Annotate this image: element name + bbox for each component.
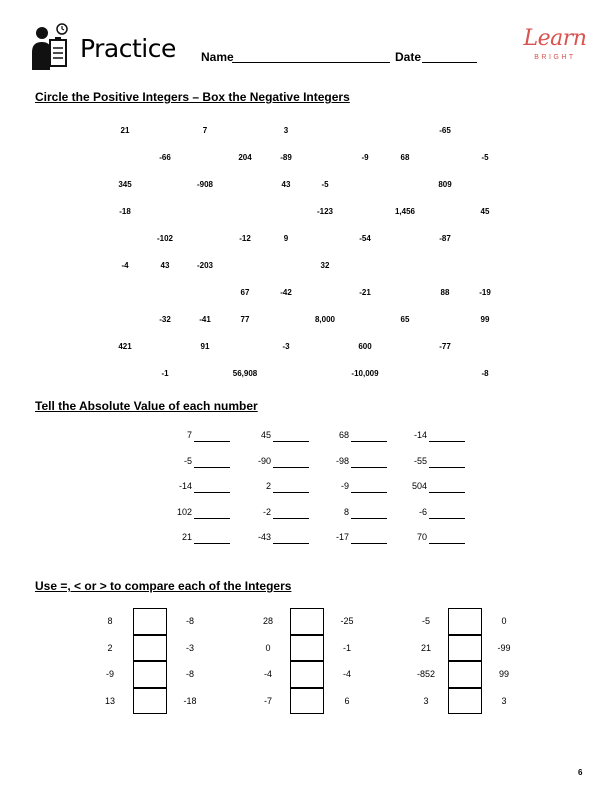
- integer-item[interactable]: 21: [120, 126, 130, 135]
- integer-item[interactable]: -123: [316, 207, 333, 216]
- compare-left-value: 8: [107, 616, 113, 626]
- compare-answer-box[interactable]: [448, 608, 482, 635]
- integer-item[interactable]: -102: [156, 234, 173, 243]
- logo-text: Learn: [523, 26, 587, 51]
- integer-item[interactable]: -54: [359, 234, 371, 243]
- page-title: Practice: [80, 34, 176, 63]
- integer-item[interactable]: 421: [118, 342, 132, 351]
- section-heading-positive-negative: Circle the Positive Integers – Box the Negative Integers: [35, 90, 350, 104]
- integer-item[interactable]: 600: [358, 342, 372, 351]
- absolute-value-item: [375, 456, 465, 472]
- compare-left-value: 2: [107, 642, 113, 653]
- logo-subtext: BRIGHT: [534, 54, 576, 61]
- integer-item[interactable]: 56,908: [232, 369, 258, 378]
- integer-item[interactable]: 77: [240, 315, 250, 324]
- compare-right-value: 99: [498, 669, 509, 679]
- absolute-value-number: -98: [335, 456, 349, 466]
- integer-item[interactable]: -87: [439, 234, 451, 243]
- integer-item[interactable]: -89: [280, 153, 292, 162]
- integer-item[interactable]: -77: [439, 342, 451, 351]
- integer-item[interactable]: -41: [199, 315, 211, 324]
- compare-left-value: -852: [416, 669, 435, 679]
- integer-item[interactable]: 9: [283, 234, 289, 243]
- absolute-value-item: [375, 507, 465, 523]
- integer-item[interactable]: 8,000: [314, 315, 336, 324]
- compare-left-value: 3: [423, 695, 429, 706]
- absolute-value-number: 2: [265, 481, 271, 491]
- integer-item[interactable]: -19: [479, 288, 491, 297]
- section-heading-compare: Use =, < or > to compare each of the Integers: [35, 579, 292, 593]
- absolute-value-item: [297, 456, 387, 472]
- compare-left-value: 28: [262, 616, 273, 626]
- absolute-value-item: [375, 481, 465, 497]
- integer-item[interactable]: 43: [160, 261, 170, 270]
- absolute-value-item: [140, 430, 230, 446]
- compare-right-value: -1: [342, 642, 351, 653]
- absolute-value-number: -14: [178, 481, 192, 491]
- compare-answer-box[interactable]: [290, 608, 324, 635]
- compare-left-value: 21: [420, 642, 431, 653]
- absolute-value-number: -14: [413, 430, 427, 440]
- section-heading-absolute-value: Tell the Absolute Value of each number: [35, 399, 258, 413]
- integer-item[interactable]: -21: [359, 288, 371, 297]
- compare-answer-box[interactable]: [133, 688, 167, 715]
- integer-item[interactable]: -18: [119, 207, 131, 216]
- compare-answer-box[interactable]: [290, 635, 324, 662]
- integer-item[interactable]: -66: [159, 153, 171, 162]
- compare-left-value: -9: [105, 669, 114, 679]
- absolute-value-item: [140, 507, 230, 523]
- integer-item[interactable]: -9: [361, 153, 369, 162]
- integer-item[interactable]: -65: [439, 126, 451, 135]
- compare-answer-box[interactable]: [290, 688, 324, 715]
- answer-line[interactable]: [429, 492, 465, 493]
- integer-item[interactable]: 43: [281, 180, 291, 189]
- compare-left-value: -4: [263, 669, 272, 679]
- absolute-value-number: 8: [343, 507, 349, 517]
- integer-item[interactable]: 7: [202, 126, 208, 135]
- absolute-value-item: [375, 532, 465, 548]
- absolute-value-item: [140, 481, 230, 497]
- integer-item[interactable]: 1,456: [394, 207, 416, 216]
- page-number: 6: [578, 768, 583, 777]
- absolute-value-item: [219, 430, 309, 446]
- absolute-value-item: [297, 430, 387, 446]
- absolute-value-item: [219, 481, 309, 497]
- date-field-line[interactable]: [422, 62, 477, 63]
- name-field-line[interactable]: [232, 62, 390, 63]
- integer-item[interactable]: 91: [200, 342, 210, 351]
- absolute-value-number: 21: [181, 532, 192, 542]
- absolute-value-number: 504: [411, 481, 427, 491]
- compare-left-value: -7: [263, 695, 272, 706]
- integer-item[interactable]: 32: [320, 261, 330, 270]
- integer-item[interactable]: 65: [400, 315, 410, 324]
- integer-item[interactable]: 345: [118, 180, 132, 189]
- answer-line[interactable]: [429, 518, 465, 519]
- absolute-value-item: [297, 507, 387, 523]
- integer-item[interactable]: -1: [161, 369, 169, 378]
- teacher-clipboard-icon: [30, 22, 74, 72]
- absolute-value-item: [140, 532, 230, 548]
- compare-right-value: -3: [185, 642, 194, 653]
- integer-item[interactable]: 3: [283, 126, 289, 135]
- integer-item[interactable]: -32: [159, 315, 171, 324]
- compare-right-value: -8: [185, 669, 194, 679]
- absolute-value-number: -2: [262, 507, 271, 517]
- absolute-value-number: -55: [413, 456, 427, 466]
- integer-item[interactable]: -12: [239, 234, 251, 243]
- compare-right-value: -8: [185, 616, 194, 626]
- compare-right-value: 6: [344, 695, 350, 706]
- absolute-value-item: [297, 532, 387, 548]
- integer-item[interactable]: -42: [280, 288, 292, 297]
- answer-line[interactable]: [429, 467, 465, 468]
- compare-right-value: 0: [501, 616, 507, 626]
- integer-item[interactable]: 45: [480, 207, 490, 216]
- integer-item[interactable]: 67: [240, 288, 250, 297]
- compare-right-value: -18: [183, 695, 197, 706]
- absolute-value-number: -17: [335, 532, 349, 542]
- integer-item[interactable]: -8: [481, 369, 489, 378]
- integer-item[interactable]: 204: [238, 153, 252, 162]
- answer-line[interactable]: [429, 543, 465, 544]
- absolute-value-number: 70: [416, 532, 427, 542]
- integer-item[interactable]: 68: [400, 153, 410, 162]
- integer-item[interactable]: 99: [480, 315, 490, 324]
- absolute-value-number: 102: [176, 507, 192, 517]
- integer-item[interactable]: 809: [438, 180, 452, 189]
- compare-answer-box[interactable]: [448, 635, 482, 662]
- absolute-value-item: [219, 532, 309, 548]
- integer-item[interactable]: -5: [321, 180, 329, 189]
- integer-item[interactable]: 88: [440, 288, 450, 297]
- date-label: Date: [395, 50, 422, 64]
- absolute-value-number: -5: [183, 456, 192, 466]
- compare-right-value: 3: [501, 695, 507, 706]
- integer-item[interactable]: -4: [121, 261, 129, 270]
- compare-left-value: 13: [104, 695, 115, 706]
- absolute-value-number: -6: [418, 507, 427, 517]
- compare-left-value: 0: [265, 642, 271, 653]
- integer-item[interactable]: -203: [196, 261, 213, 270]
- compare-right-value: -25: [340, 616, 354, 626]
- absolute-value-item: [375, 430, 465, 446]
- absolute-value-number: -9: [340, 481, 349, 491]
- absolute-value-item: [219, 507, 309, 523]
- integer-item[interactable]: -10,009: [351, 369, 379, 378]
- absolute-value-item: [297, 481, 387, 497]
- compare-right-value: -4: [342, 669, 351, 679]
- integer-item[interactable]: -3: [282, 342, 290, 351]
- compare-answer-box[interactable]: [448, 688, 482, 715]
- absolute-value-number: -43: [257, 532, 271, 542]
- integer-item[interactable]: -5: [481, 153, 489, 162]
- compare-answer-box[interactable]: [133, 635, 167, 662]
- compare-answer-box[interactable]: [133, 608, 167, 635]
- absolute-value-number: 7: [186, 430, 192, 440]
- integer-item[interactable]: -908: [196, 180, 213, 189]
- learn-bright-logo: [520, 26, 590, 66]
- absolute-value-item: [140, 456, 230, 472]
- compare-answer-box[interactable]: [133, 661, 167, 688]
- compare-answer-box[interactable]: [448, 661, 482, 688]
- absolute-value-number: 45: [260, 430, 271, 440]
- absolute-value-number: -90: [257, 456, 271, 466]
- compare-answer-box[interactable]: [290, 661, 324, 688]
- compare-left-value: -5: [421, 616, 430, 626]
- absolute-value-item: [219, 456, 309, 472]
- compare-right-value: -99: [497, 642, 511, 653]
- absolute-value-number: 68: [338, 430, 349, 440]
- answer-line[interactable]: [429, 441, 465, 442]
- name-label: Name: [201, 50, 234, 64]
